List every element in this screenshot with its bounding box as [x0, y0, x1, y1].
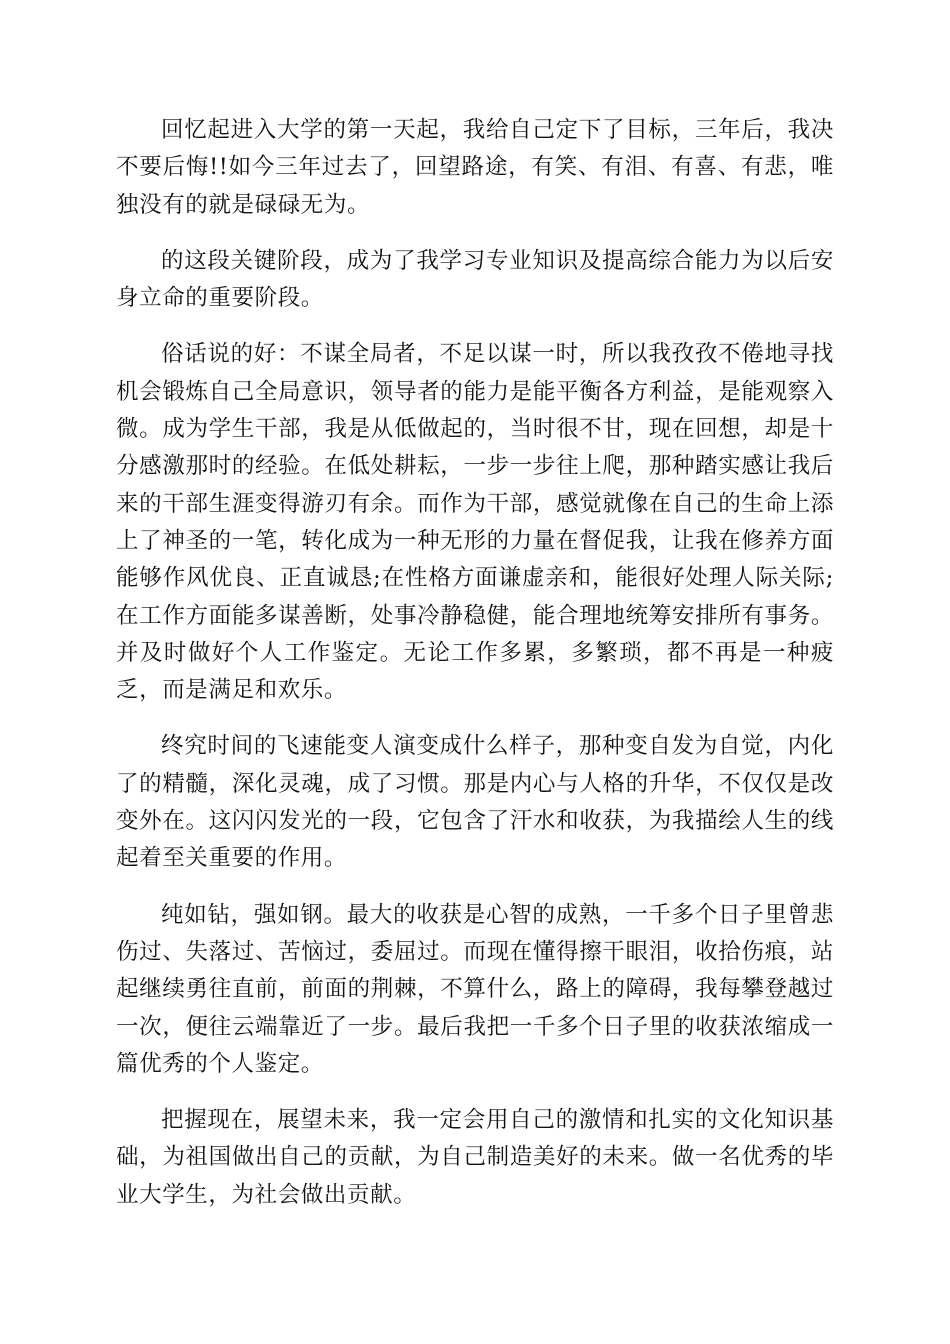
paragraph-1: 回忆起进入大学的第一天起，我给自己定下了目标，三年后，我决不要后悔!!如今三年过去了，回望路途，有笑、有泪、有喜、有悲，唯独没有的就是碌碌无为。	[116, 117, 834, 218]
paragraph-3: 俗话说的好：不谋全局者，不足以谋一时，所以我孜孜不倦地寻找机会锻炼自己全局意识，领导者的能力是能平衡各方利益，是能观察入微。成为学生干部，我是从低做起的，当时很不甘，现在回想，却是十分感激那时的经验。在低处耕耘，一步一步往上爬，那种踏实感让我后来的干部生涯变得游刃有余。而作为干部，感觉就像在自己的生命上添上了神圣的一笔，转化成为一种无形的力量在督促我，让我在修养方面能够作风优良、正直诚恳;在性格方面谦虚亲和，能很好处理人际关际;在工作方面能多谋善断，处事冷静稳健，能合理地统筹安排所有事务。并及时做好个人工作鉴定。无论工作多累，多繁琐，都不再是一种疲乏，而是满足和欢乐。	[116, 341, 834, 704]
paragraph-5: 纯如钻，强如钢。最大的收获是心智的成熟，一千多个日子里曾悲伤过、失落过、苦恼过，委屈过。而现在懂得擦干眼泪，收拾伤痕，站起继续勇往直前，前面的荆棘，不算什么，路上的障碍，我每攀登越过一次，便往云端靠近了一步。最后我把一千多个日子里的收获浓缩成一篇优秀的个人鉴定。	[116, 901, 834, 1077]
paragraph-6: 把握现在，展望未来，我一定会用自己的激情和扎实的文化知识基础，为祖国做出自己的贡献，为自己制造美好的未来。做一名优秀的毕业大学生，为社会做出贡献。	[116, 1107, 834, 1208]
document-body	[116, 112, 834, 1233]
paragraph-2: 的这段关键阶段，成为了我学习专业知识及提高综合能力为以后安身立命的重要阶段。	[116, 247, 834, 312]
paragraph-4: 终究时间的飞速能变人演变成什么样子，那种变自发为自觉，内化了的精髓，深化灵魂，成了习惯。那是内心与人格的升华，不仅仅是改变外在。这闪闪发光的一段，它包含了汗水和收获，为我描绘人生的线起着至关重要的作用。	[116, 733, 834, 872]
